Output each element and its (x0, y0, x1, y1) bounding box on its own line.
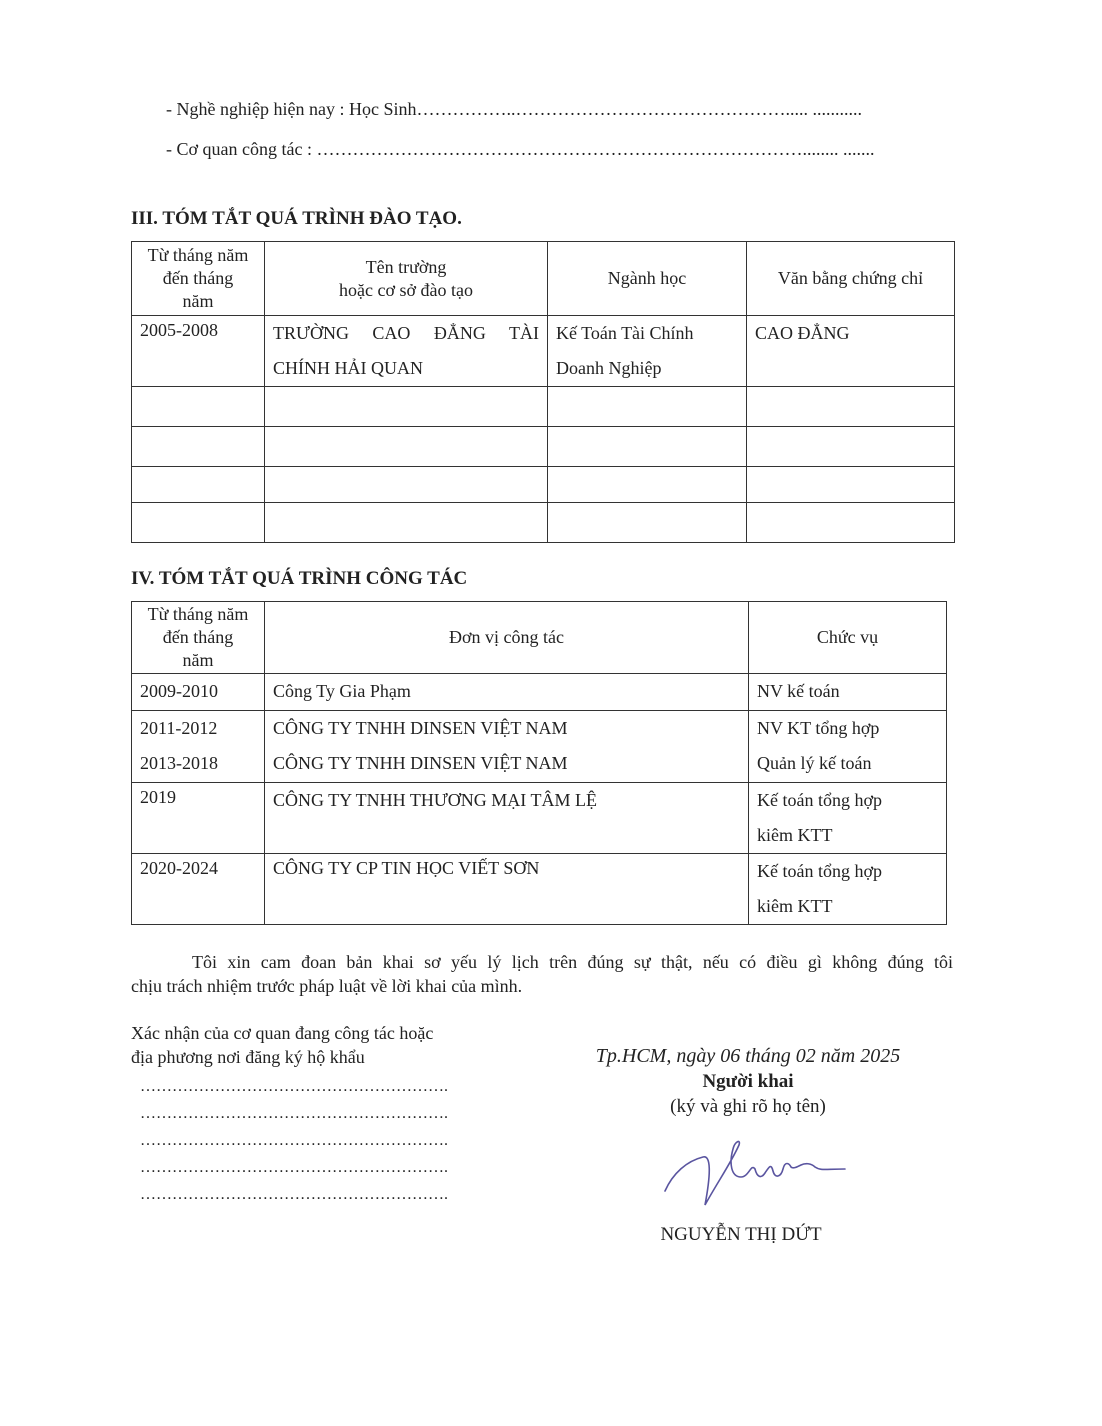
work-period (132, 674, 265, 711)
table-row (132, 711, 947, 783)
table-row (132, 316, 955, 387)
signature-role: Người khai (702, 1071, 794, 1092)
signature-block (548, 1044, 948, 1119)
work-header-row (132, 602, 947, 674)
work-unit-value: CÔNG TY TNHH DINSEN VIỆT NAM (273, 718, 568, 738)
work-unit-value: Công Ty Gia Phạm (273, 681, 411, 701)
signature-date: Tp.HCM, ngày 06 tháng 02 năm 2025 (595, 1045, 901, 1067)
work-position (749, 711, 947, 783)
education-header-row (132, 242, 955, 316)
work-table (131, 601, 947, 925)
signature-stroke (665, 1142, 845, 1205)
education-heading: III. TÓM TẮT QUÁ TRÌNH ĐÀO TẠO. (131, 208, 462, 229)
work-position-value: Kế toán tổng hợp (757, 790, 882, 810)
table-row (132, 854, 947, 925)
table-row (132, 427, 955, 467)
work-header-period (132, 602, 265, 674)
confirmation-title-line1: Xác nhận của cơ quan đang công tác hoặc (131, 1023, 434, 1043)
declaration-line2: chịu trách nhiệm trước pháp luật về lời khai của mình. (131, 976, 523, 996)
work-unit-value: CÔNG TY TNHH THƯƠNG MẠI TÂM LỆ (273, 790, 597, 810)
workplace-line: - Cơ quan công tác : ………………………………………………………………………........ ....... (166, 139, 875, 159)
table-row (132, 674, 947, 711)
work-period-value: 2019 (140, 787, 176, 807)
work-period-value: 2020-2024 (140, 858, 218, 878)
school-line2: CHÍNH HẢI QUAN (273, 358, 423, 378)
work-unit (265, 783, 749, 854)
signature-note: (ký và ghi rõ họ tên) (670, 1096, 826, 1117)
table-row (132, 467, 955, 503)
work-header-period-line1: Từ tháng năm (147, 604, 249, 624)
header-school-line2: hoặc cơ sở đào tạo (339, 279, 473, 300)
education-header-degree: Văn bằng chứng chỉ (747, 242, 955, 316)
header-period-line3: năm (182, 291, 214, 311)
school-line1: TRƯỜNG CAO ĐẲNG TÀI (273, 323, 539, 343)
work-position-value: kiêm KTT (757, 896, 833, 916)
education-school (265, 316, 548, 387)
work-period (132, 854, 265, 925)
declaration-line1: Tôi xin cam đoan bản khai sơ yếu lý lịch trên đúng sự thật, nếu có điều gì không đúng tôi (192, 952, 953, 972)
work-unit-value: CÔNG TY CP TIN HỌC VIẾT SƠN (273, 858, 540, 878)
education-degree: CAO ĐẲNG (747, 316, 955, 387)
table-row (132, 387, 955, 427)
dotted-line: …………………………………………………. (140, 1078, 448, 1095)
dotted-line: …………………………………………………. (140, 1105, 448, 1122)
dotted-line: …………………………………………………. (140, 1159, 448, 1176)
work-position (749, 674, 947, 711)
confirmation-dots (140, 1073, 448, 1208)
work-period-value: 2013-2018 (140, 753, 218, 773)
dotted-line: …………………………………………………. (140, 1186, 448, 1203)
education-major (548, 316, 747, 387)
education-header-major: Ngành học (548, 242, 747, 316)
work-heading: IV. TÓM TẮT QUÁ TRÌNH CÔNG TÁC (131, 568, 468, 589)
confirmation-block (131, 1021, 531, 1069)
header-school-line1: Tên trường (365, 256, 447, 277)
handwritten-signature (655, 1133, 855, 1213)
work-period-value: 2011-2012 (140, 718, 218, 738)
education-table (131, 241, 955, 543)
work-position (749, 854, 947, 925)
work-header-period-line2: đến tháng (162, 627, 234, 647)
work-unit (265, 674, 749, 711)
occupation-line: - Nghề nghiệp hiện nay : Học Sinh……………..………………………………………..... ........... (166, 99, 862, 119)
work-unit (265, 711, 749, 783)
work-header-position: Chức vụ (749, 602, 947, 674)
education-header-school (265, 242, 548, 316)
work-unit (265, 854, 749, 925)
work-position-value: Kế toán tổng hợp (757, 861, 882, 881)
work-period (132, 711, 265, 783)
table-row (132, 503, 955, 543)
header-period-line2: đến tháng (162, 268, 234, 288)
declaration (131, 950, 953, 998)
work-position (749, 783, 947, 854)
education-header-period (132, 242, 265, 316)
work-unit-value: CÔNG TY TNHH DINSEN VIỆT NAM (273, 753, 568, 773)
header-period-line1: Từ tháng năm (147, 245, 249, 265)
confirmation-title-line2: địa phương nơi đăng ký hộ khẩu (131, 1047, 365, 1067)
work-header-period-line3: năm (182, 650, 214, 670)
work-header-unit: Đơn vị công tác (265, 602, 749, 674)
major-line2: Doanh Nghiệp (556, 358, 662, 378)
work-position-value: NV kế toán (757, 681, 840, 701)
work-position-value: Quản lý kế toán (757, 753, 872, 773)
table-row (132, 783, 947, 854)
work-position-value: kiêm KTT (757, 825, 833, 845)
signature-name: NGUYỄN THỊ DỨT (660, 1224, 822, 1245)
education-period: 2005-2008 (132, 316, 265, 387)
work-period (132, 783, 265, 854)
major-line1: Kế Toán Tài Chính (556, 323, 694, 343)
work-position-value: NV KT tổng hợp (757, 718, 880, 738)
dotted-line: …………………………………………………. (140, 1132, 448, 1149)
work-period-value: 2009-2010 (140, 681, 218, 701)
